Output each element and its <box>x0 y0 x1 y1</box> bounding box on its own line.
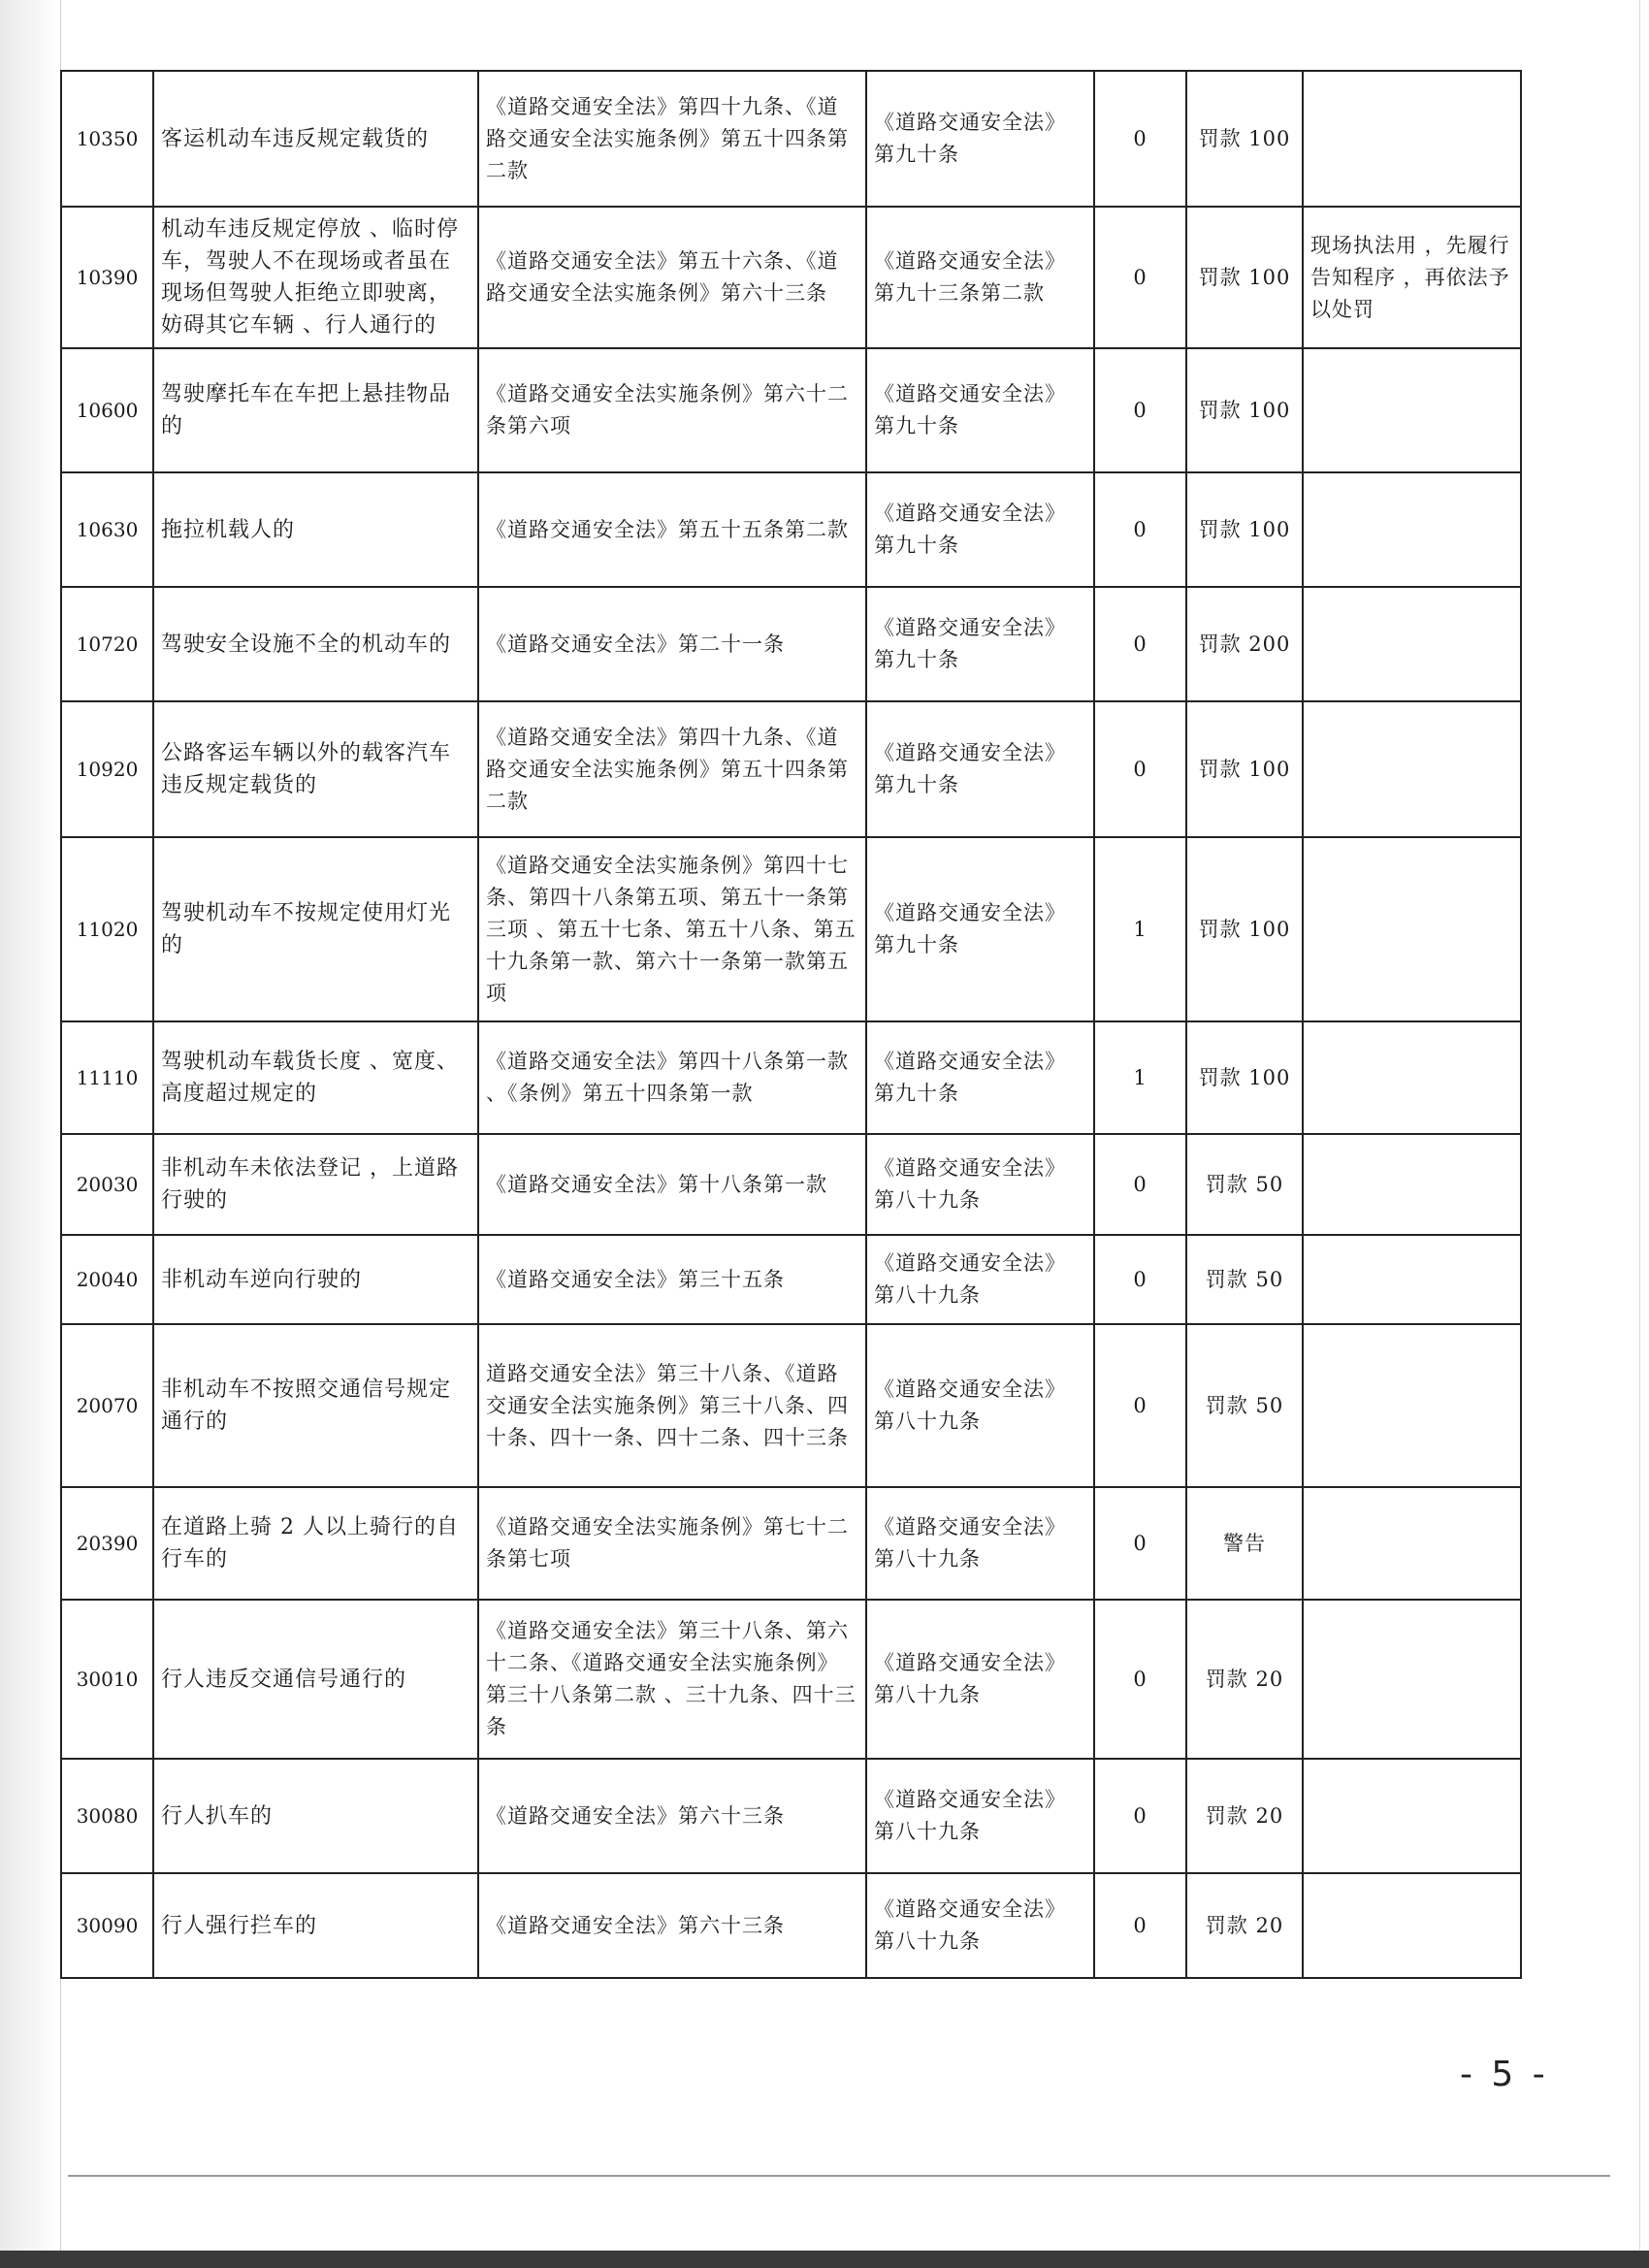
code-cell: 20030 <box>61 1134 153 1235</box>
code-cell: 20390 <box>61 1487 153 1600</box>
penalty-cell: 罚款 100 <box>1186 71 1303 207</box>
code-cell: 10720 <box>61 587 153 701</box>
table-row <box>61 472 1521 587</box>
penalty-cell: 罚款 100 <box>1186 348 1303 472</box>
table-row <box>61 348 1521 472</box>
table-row <box>61 1324 1521 1487</box>
remarks-cell <box>1303 348 1521 472</box>
description-cell: 驾驶安全设施不全的机动车的 <box>153 587 478 701</box>
table-row <box>61 837 1521 1021</box>
table-row <box>61 1600 1521 1759</box>
points-cell: 0 <box>1094 348 1186 472</box>
violated-provision-cell: 《道路交通安全法实施条例》第六十二条第六项 <box>478 348 866 472</box>
violated-provision-cell: 《道路交通安全法》第四十九条、《道路交通安全法实施条例》第五十四条第二款 <box>478 701 866 837</box>
penalty-cell: 罚款 100 <box>1186 1021 1303 1134</box>
description-cell: 拖拉机载人的 <box>153 472 478 587</box>
remarks-cell <box>1303 1021 1521 1134</box>
points-cell: 0 <box>1094 701 1186 837</box>
penalty-basis-cell: 《道路交通安全法》第八十九条 <box>866 1873 1094 1978</box>
points-cell: 0 <box>1094 71 1186 207</box>
violated-provision-cell: 《道路交通安全法》第四十八条第一款 、《条例》第五十四条第一款 <box>478 1021 866 1134</box>
penalty-basis-cell: 《道路交通安全法》第八十九条 <box>866 1324 1094 1487</box>
table-row <box>61 71 1521 207</box>
penalty-cell: 警告 <box>1186 1487 1303 1600</box>
code-cell: 10350 <box>61 71 153 207</box>
penalty-basis-cell: 《道路交通安全法》第八十九条 <box>866 1759 1094 1873</box>
points-cell: 0 <box>1094 472 1186 587</box>
remarks-cell <box>1303 1487 1521 1600</box>
points-cell: 0 <box>1094 1134 1186 1235</box>
points-cell: 0 <box>1094 207 1186 348</box>
code-cell: 10920 <box>61 701 153 837</box>
penalty-basis-cell: 《道路交通安全法》第九十条 <box>866 701 1094 837</box>
points-cell: 1 <box>1094 837 1186 1021</box>
violated-provision-cell: 《道路交通安全法》第五十五条第二款 <box>478 472 866 587</box>
table-row <box>61 587 1521 701</box>
violated-provision-cell: 《道路交通安全法》第十八条第一款 <box>478 1134 866 1235</box>
remarks-cell <box>1303 1600 1521 1759</box>
violation-table <box>60 70 1522 1979</box>
penalty-cell: 罚款 100 <box>1186 472 1303 587</box>
points-cell: 0 <box>1094 1487 1186 1600</box>
violated-provision-cell: 《道路交通安全法》第二十一条 <box>478 587 866 701</box>
remarks-cell <box>1303 701 1521 837</box>
penalty-basis-cell: 《道路交通安全法》第九十条 <box>866 71 1094 207</box>
penalty-cell: 罚款 20 <box>1186 1759 1303 1873</box>
points-cell: 0 <box>1094 1873 1186 1978</box>
code-cell: 20040 <box>61 1235 153 1324</box>
penalty-basis-cell: 《道路交通安全法》第九十条 <box>866 587 1094 701</box>
penalty-cell: 罚款 50 <box>1186 1235 1303 1324</box>
violated-provision-cell: 《道路交通安全法》第六十三条 <box>478 1873 866 1978</box>
points-cell: 0 <box>1094 587 1186 701</box>
penalty-basis-cell: 《道路交通安全法》第八十九条 <box>866 1134 1094 1235</box>
scan-left-shadow <box>0 0 56 2268</box>
penalty-basis-cell: 《道路交通安全法》第九十条 <box>866 348 1094 472</box>
remarks-cell <box>1303 1235 1521 1324</box>
scan-right-edge <box>1639 0 1640 2268</box>
code-cell: 30080 <box>61 1759 153 1873</box>
table-row <box>61 1021 1521 1134</box>
violated-provision-cell: 《道路交通安全法》第四十九条、《道路交通安全法实施条例》第五十四条第二款 <box>478 71 866 207</box>
code-cell: 30010 <box>61 1600 153 1759</box>
code-cell: 20070 <box>61 1324 153 1487</box>
description-cell: 行人违反交通信号通行的 <box>153 1600 478 1759</box>
scan-bottom-edge <box>68 2175 1610 2177</box>
remarks-cell <box>1303 71 1521 207</box>
violated-provision-cell: 道路交通安全法》第三十八条、《道路交通安全法实施条例》第三十八条、四十条、四十一条、四十二条、四十三条 <box>478 1324 866 1487</box>
penalty-basis-cell: 《道路交通安全法》第八十九条 <box>866 1487 1094 1600</box>
penalty-cell: 罚款 20 <box>1186 1873 1303 1978</box>
penalty-basis-cell: 《道路交通安全法》第八十九条 <box>866 1600 1094 1759</box>
description-cell: 机动车违反规定停放 、临时停车，驾驶人不在现场或者虽在现场但驾驶人拒绝立即驶离，妨碍其它车辆 、行人通行的 <box>153 207 478 348</box>
violated-provision-cell: 《道路交通安全法》第五十六条、《道路交通安全法实施条例》第六十三条 <box>478 207 866 348</box>
code-cell: 11110 <box>61 1021 153 1134</box>
code-cell: 10630 <box>61 472 153 587</box>
violated-provision-cell: 《道路交通安全法》第三十八条、第六十二条、《道路交通安全法实施条例》第三十八条第二款 、三十九条、四十三条 <box>478 1600 866 1759</box>
remarks-cell <box>1303 1324 1521 1487</box>
penalty-basis-cell: 《道路交通安全法》第九十条 <box>866 837 1094 1021</box>
table-row <box>61 1235 1521 1324</box>
points-cell: 0 <box>1094 1324 1186 1487</box>
code-cell: 10390 <box>61 207 153 348</box>
remarks-cell <box>1303 1134 1521 1235</box>
table-row <box>61 1873 1521 1978</box>
description-cell: 驾驶摩托车在车把上悬挂物品的 <box>153 348 478 472</box>
remarks-cell <box>1303 472 1521 587</box>
remarks-cell: 现场执法用 ，先履行告知程序 ，再依法予以处罚 <box>1303 207 1521 348</box>
table-row <box>61 207 1521 348</box>
description-cell: 公路客运车辆以外的载客汽车违反规定载货的 <box>153 701 478 837</box>
code-cell: 30090 <box>61 1873 153 1978</box>
remarks-cell <box>1303 1873 1521 1978</box>
code-cell: 10600 <box>61 348 153 472</box>
description-cell: 非机动车不按照交通信号规定通行的 <box>153 1324 478 1487</box>
description-cell: 行人强行拦车的 <box>153 1873 478 1978</box>
points-cell: 0 <box>1094 1235 1186 1324</box>
penalty-cell: 罚款 50 <box>1186 1134 1303 1235</box>
penalty-cell: 罚款 100 <box>1186 837 1303 1021</box>
penalty-basis-cell: 《道路交通安全法》第九十条 <box>866 472 1094 587</box>
points-cell: 0 <box>1094 1600 1186 1759</box>
points-cell: 0 <box>1094 1759 1186 1873</box>
penalty-cell: 罚款 50 <box>1186 1324 1303 1487</box>
violated-provision-cell: 《道路交通安全法实施条例》第七十二条第七项 <box>478 1487 866 1600</box>
scan-bottom-band <box>0 2251 1649 2268</box>
violation-table-body <box>61 71 1521 1978</box>
remarks-cell <box>1303 1759 1521 1873</box>
page-number: - 5 - <box>1460 2055 1549 2094</box>
table-row <box>61 1759 1521 1873</box>
table-row <box>61 1487 1521 1600</box>
penalty-cell: 罚款 100 <box>1186 701 1303 837</box>
description-cell: 行人扒车的 <box>153 1759 478 1873</box>
description-cell: 非机动车逆向行驶的 <box>153 1235 478 1324</box>
description-cell: 非机动车未依法登记 ，上道路行驶的 <box>153 1134 478 1235</box>
violated-provision-cell: 《道路交通安全法》第三十五条 <box>478 1235 866 1324</box>
penalty-cell: 罚款 20 <box>1186 1600 1303 1759</box>
violated-provision-cell: 《道路交通安全法》第六十三条 <box>478 1759 866 1873</box>
code-cell: 11020 <box>61 837 153 1021</box>
points-cell: 1 <box>1094 1021 1186 1134</box>
description-cell: 在道路上骑 2 人以上骑行的自行车的 <box>153 1487 478 1600</box>
remarks-cell <box>1303 837 1521 1021</box>
table-row <box>61 1134 1521 1235</box>
description-cell: 驾驶机动车不按规定使用灯光的 <box>153 837 478 1021</box>
penalty-basis-cell: 《道路交通安全法》第八十九条 <box>866 1235 1094 1324</box>
description-cell: 客运机动车违反规定载货的 <box>153 71 478 207</box>
violated-provision-cell: 《道路交通安全法实施条例》第四十七条、第四十八条第五项、第五十一条第三项 、第五十七条、第五十八条、第五十九条第一款、第六十一条第一款第五项 <box>478 837 866 1021</box>
description-cell: 驾驶机动车载货长度 、宽度、高度超过规定的 <box>153 1021 478 1134</box>
table-row <box>61 701 1521 837</box>
remarks-cell <box>1303 587 1521 701</box>
penalty-cell: 罚款 200 <box>1186 587 1303 701</box>
penalty-basis-cell: 《道路交通安全法》第九十条 <box>866 1021 1094 1134</box>
penalty-cell: 罚款 100 <box>1186 207 1303 348</box>
penalty-basis-cell: 《道路交通安全法》第九十三条第二款 <box>866 207 1094 348</box>
